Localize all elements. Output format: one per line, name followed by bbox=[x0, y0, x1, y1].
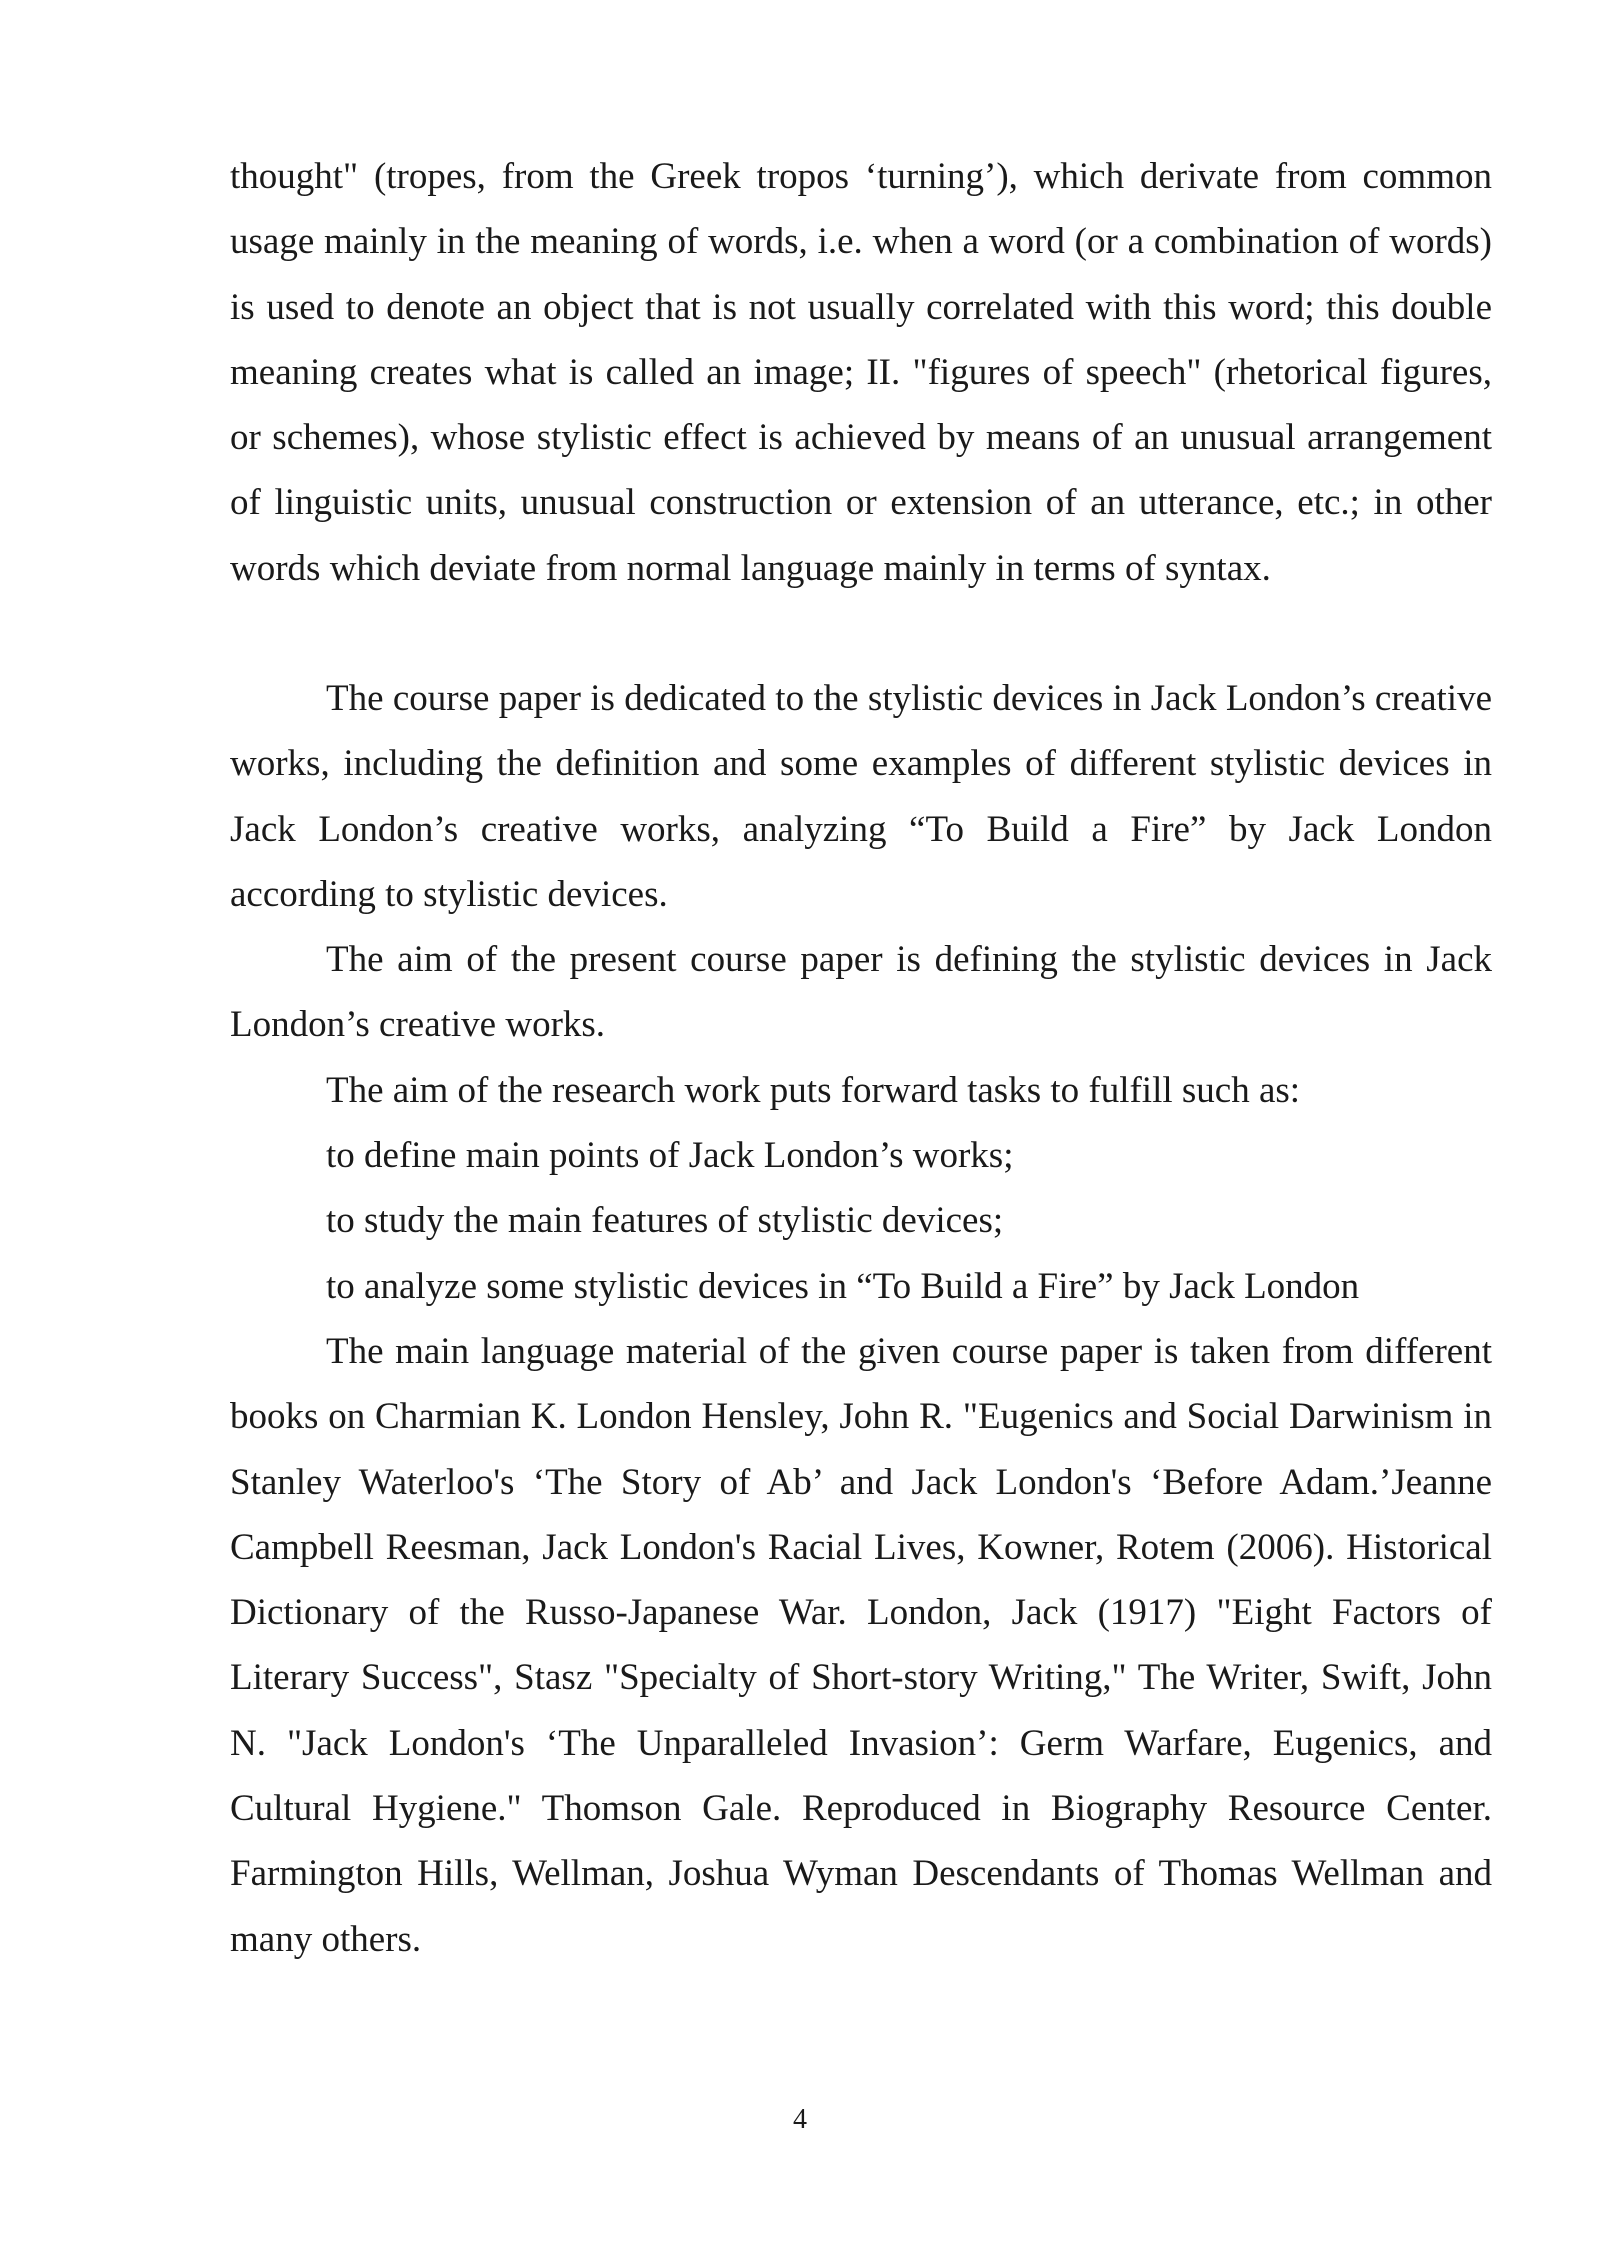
paragraph-aim: The aim of the present course paper is defining the stylistic devices in Jack London’s creative works. bbox=[230, 939, 1492, 1046]
text-block-continuation bbox=[230, 144, 1492, 601]
list-item-task: to study the main features of stylistic devices; bbox=[326, 1200, 1004, 1242]
paragraph-tasks-intro: The aim of the research work puts forward tasks to fulfill such as: bbox=[326, 1069, 1301, 1111]
paragraph-language-material: The main language material of the given course paper is taken from different books on Charmian K. London Hensley, John R. "Eugenics and Social Darwinism in Stanley Waterloo's ‘The Story of Ab’ and Jack London's ‘Before Adam.’Jeanne Campbell Reesman, Jack London's Racial Lives, Kowner, Rotem (2006). Historical Dictionary of the Russo-Japanese War. London, Jack (1917) "Eight Factors of Literary Success", Stasz "Specialty of Short-story Writing," The Writer, Swift, John N. "Jack London's ‘The Unparalleled Invasion’: Germ Warfare, Eugenics, and Cultural Hygiene." Thomson Gale. Reproduced in Biography Resource Center. Farmington Hills, Wellman, Joshua Wyman Descendants of Thomas Wellman and many others. bbox=[230, 1330, 1492, 1960]
text-block-introduction bbox=[230, 666, 1492, 1972]
list-item-task: to analyze some stylistic devices in “To Build a Fire” by Jack London bbox=[326, 1265, 1360, 1307]
list-item-task: to define main points of Jack London’s works; bbox=[326, 1135, 1014, 1177]
paragraph-course-paper-intro: The course paper is dedicated to the stylistic devices in Jack London’s creative works, including the definition and some examples of different stylistic devices in Jack London’s creative works, analyzing “To Build a Fire” by Jack London according to stylistic devices. bbox=[230, 678, 1492, 915]
paragraph-tropes-figures: thought" (tropes, from the Greek tropos ‘turning’), which derivate from common usage mainly in the meaning of words, i.e. when a word (or a combination of words) is used to denote an object that is not usually correlated with this word; this double meaning creates what is called an image; II. "figures of speech" (rhetorical figures, or schemes), whose stylistic effect is achieved by means of an unusual arrangement of linguistic units, unusual construction or extension of an utterance, etc.; in other words which deviate from normal language mainly in terms of syntax. bbox=[230, 156, 1492, 589]
page-number: 4 bbox=[793, 2104, 807, 2135]
